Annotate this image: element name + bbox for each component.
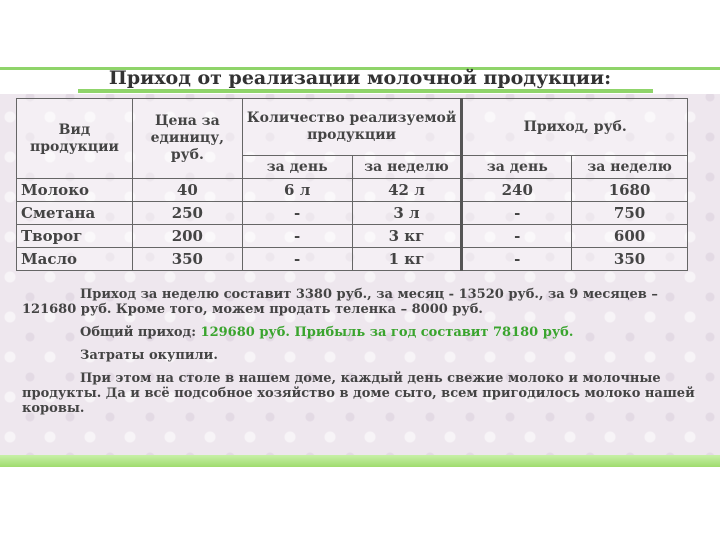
cell-inc-week: 1680 xyxy=(572,179,688,202)
cell-price: 200 xyxy=(132,225,242,248)
cell-qty-day: - xyxy=(242,225,352,248)
cell-qty-day: 6 л xyxy=(242,179,352,202)
total-income-value: 129680 руб. Прибыль за год составит 78180 руб. xyxy=(200,325,574,340)
paragraph-costs: Затраты окупили. xyxy=(80,348,218,363)
header-product: Вид продукции xyxy=(17,99,133,179)
table-row xyxy=(17,202,688,225)
header-qty-week: за неделю xyxy=(352,156,462,179)
header-income: Приход, руб. xyxy=(462,99,688,156)
cell-price: 40 xyxy=(132,179,242,202)
cell-inc-day: 240 xyxy=(462,179,572,202)
cell-inc-day: - xyxy=(462,248,572,271)
bottom-bar xyxy=(0,455,720,467)
cell-name: Сметана xyxy=(17,202,133,225)
table-row xyxy=(17,248,688,271)
table-row xyxy=(17,179,688,202)
total-income-label: Общий приход: xyxy=(80,325,201,340)
page-title: Приход от реализации молочной продукции: xyxy=(108,67,612,89)
summary-text xyxy=(22,287,702,424)
cell-name: Молоко xyxy=(17,179,133,202)
header-inc-week: за неделю xyxy=(572,156,688,179)
paragraph-conclusion: При этом на столе в нашем доме, каждый день свежие молоко и молочные продукты. Да и всё подсобное хозяйство в доме сыто, всем пригодилось молоко нашей коровы. xyxy=(22,371,695,416)
cell-inc-week: 350 xyxy=(572,248,688,271)
cell-inc-day: - xyxy=(462,225,572,248)
header-price: Цена за единицу, руб. xyxy=(132,99,242,179)
table-row xyxy=(17,225,688,248)
paragraph-weekly-income: Приход за неделю составит 3380 руб., за месяц - 13520 руб., за 9 месяцев – 121680 руб. Кроме того, можем продать теленка – 8000 руб. xyxy=(22,287,658,317)
cell-qty-week: 1 кг xyxy=(352,248,462,271)
cell-qty-week: 42 л xyxy=(352,179,462,202)
cell-inc-day: - xyxy=(462,202,572,225)
cell-qty-week: 3 кг xyxy=(352,225,462,248)
cell-name: Масло xyxy=(17,248,133,271)
cell-qty-day: - xyxy=(242,248,352,271)
cell-name: Творог xyxy=(17,225,133,248)
cell-price: 250 xyxy=(132,202,242,225)
cell-inc-week: 600 xyxy=(572,225,688,248)
header-qty-day: за день xyxy=(242,156,352,179)
header-inc-day: за день xyxy=(462,156,572,179)
cell-price: 350 xyxy=(132,248,242,271)
cell-inc-week: 750 xyxy=(572,202,688,225)
cell-qty-week: 3 л xyxy=(352,202,462,225)
cell-qty-day: - xyxy=(242,202,352,225)
paragraph-total-income xyxy=(22,325,702,340)
income-table xyxy=(16,98,688,271)
header-quantity: Количество реализуемой продукции xyxy=(242,99,462,156)
